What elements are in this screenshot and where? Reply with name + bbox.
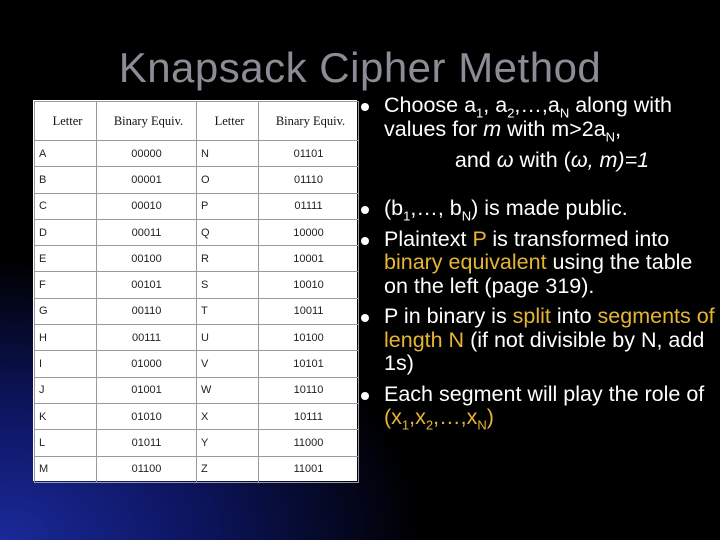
subscript: N [605, 128, 616, 144]
letter-cell: K [35, 403, 97, 429]
highlight-text: segments of length N [384, 304, 715, 352]
letter-cell: C [35, 193, 97, 219]
table-row [35, 141, 359, 167]
letter-cell: Y [197, 430, 259, 456]
binary-cell: 01001 [97, 377, 197, 403]
subscript: N [461, 208, 472, 224]
binary-cell: 11001 [259, 456, 359, 482]
letter-cell: S [197, 272, 259, 298]
binary-table-container [33, 100, 357, 481]
binary-cell: 01010 [97, 403, 197, 429]
centered-line [384, 149, 720, 173]
text: using the table on the left (page 319). [384, 250, 693, 298]
binary-cell: 01000 [97, 351, 197, 377]
table-header-row [35, 102, 359, 141]
text: with m>2a [501, 116, 606, 141]
binary-cell: 00000 [97, 141, 197, 167]
bullet-icon [361, 392, 369, 400]
highlight-text: P [472, 226, 487, 251]
letter-cell: G [35, 298, 97, 324]
table-row [35, 219, 359, 245]
binary-cell: 10011 [259, 298, 359, 324]
subscript: N [559, 105, 570, 121]
binary-cell: 11000 [259, 430, 359, 456]
binary-cell: 00001 [97, 167, 197, 193]
binary-cell: 01011 [97, 430, 197, 456]
bullet-item [358, 94, 720, 211]
header-letter-2: Letter [197, 102, 259, 141]
binary-equivalent-table [34, 101, 359, 483]
letter-cell: U [197, 325, 259, 351]
bullet-icon [361, 237, 369, 245]
highlight-text: split [512, 304, 551, 328]
text: P in binary is [384, 304, 513, 328]
letter-cell: Q [197, 219, 259, 245]
table-row [35, 430, 359, 456]
letter-cell: L [35, 430, 97, 456]
bullet-icon [361, 206, 369, 214]
subscript: 1 [401, 417, 410, 433]
text: and [454, 148, 497, 172]
letter-cell: B [35, 167, 97, 193]
binary-cell: 00010 [97, 193, 197, 219]
binary-cell: 00111 [97, 325, 197, 351]
table-row [35, 272, 359, 298]
binary-cell: 01100 [97, 456, 197, 482]
text: (if not divisible by N, add 1s) [384, 327, 705, 375]
letter-cell: E [35, 246, 97, 272]
text: with ( [513, 148, 571, 172]
binary-cell: 00011 [97, 219, 197, 245]
bullet-icon [361, 103, 369, 111]
bullet-item [358, 196, 720, 224]
binary-cell: 10010 [259, 272, 359, 298]
text: (b [384, 196, 404, 220]
letter-cell: D [35, 219, 97, 245]
highlight-text: binary equivalent [384, 250, 547, 274]
table-row [35, 298, 359, 324]
table-row [35, 325, 359, 351]
bullet-list [358, 93, 720, 433]
text: Plaintext [384, 226, 473, 251]
bullet-item [358, 228, 720, 299]
header-letter-1: Letter [35, 102, 97, 141]
text: ,…, b [410, 196, 462, 220]
binary-cell: 00100 [97, 246, 197, 272]
bullet-item [358, 305, 720, 376]
bullet-item [358, 381, 720, 433]
table-row [35, 167, 359, 193]
binary-cell: 10110 [259, 377, 359, 403]
highlight-text: ,…,x [433, 405, 478, 429]
letter-cell: M [35, 456, 97, 482]
header-binary-2: Binary Equiv. [259, 102, 359, 141]
highlight-text: ) [486, 405, 494, 429]
letter-cell: A [35, 141, 97, 167]
letter-cell: J [35, 377, 97, 403]
text: ,…,a [514, 93, 560, 117]
text: m [483, 116, 502, 141]
subscript: 2 [507, 105, 515, 121]
binary-cell: 00101 [97, 272, 197, 298]
bullet-icon [361, 314, 369, 322]
text: ω [496, 148, 514, 172]
letter-cell: R [197, 246, 259, 272]
binary-cell: 10001 [259, 246, 359, 272]
text: ) is made public. [471, 196, 628, 220]
text: into [550, 304, 598, 328]
letter-cell: T [197, 298, 259, 324]
text: Choose a [384, 93, 477, 117]
table-row [35, 403, 359, 429]
letter-cell: X [197, 403, 259, 429]
letter-cell: N [197, 141, 259, 167]
highlight-text: (x [384, 405, 402, 429]
slide-title: Knapsack Cipher Method [118, 44, 602, 91]
text: ω, m)=1 [570, 148, 650, 172]
header-binary-1: Binary Equiv. [97, 102, 197, 141]
letter-cell: P [197, 193, 259, 219]
binary-cell: 10100 [259, 325, 359, 351]
subscript: 1 [403, 208, 411, 224]
table-row [35, 246, 359, 272]
binary-cell: 00110 [97, 298, 197, 324]
letter-cell: I [35, 351, 97, 377]
text: , a [483, 93, 508, 117]
table-row [35, 351, 359, 377]
text: Each segment will play the role of [384, 381, 705, 406]
binary-cell: 10101 [259, 351, 359, 377]
binary-cell: 01110 [259, 167, 359, 193]
subscript: 1 [476, 105, 484, 121]
letter-cell: W [197, 377, 259, 403]
table-row [35, 193, 359, 219]
binary-cell: 10000 [259, 219, 359, 245]
letter-cell: O [197, 167, 259, 193]
letter-cell: F [35, 272, 97, 298]
text: , [615, 116, 622, 141]
table-row [35, 456, 359, 482]
subscript: N [477, 417, 487, 433]
text: along with values for [384, 93, 673, 141]
letter-cell: V [197, 351, 259, 377]
binary-cell: 01111 [259, 193, 359, 219]
binary-cell: 10111 [259, 403, 359, 429]
subscript: 2 [425, 417, 434, 433]
text: is transformed into [486, 226, 670, 251]
binary-cell: 01101 [259, 141, 359, 167]
letter-cell: H [35, 325, 97, 351]
letter-cell: Z [197, 456, 259, 482]
highlight-text: ,x [409, 405, 426, 429]
table-row [35, 377, 359, 403]
